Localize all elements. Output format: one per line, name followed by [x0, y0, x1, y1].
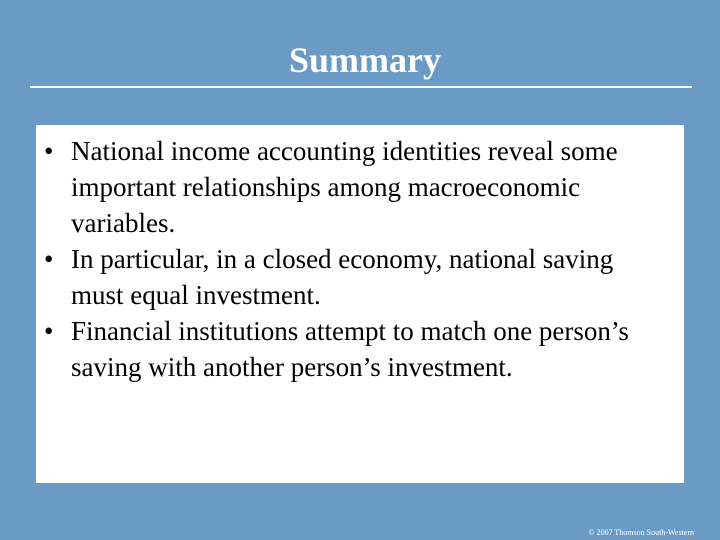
content-box [36, 125, 684, 483]
title-underline [30, 86, 692, 88]
bullet-text: Financial institutions attempt to match one person’s saving with another person’s investment. [71, 316, 629, 382]
bullet-marker: • [44, 136, 54, 166]
list-item [36, 241, 684, 313]
bullet-text: National income accounting identities reveal some important relationships among macroeconomic variables. [71, 136, 618, 238]
list-item [36, 313, 684, 385]
bullet-marker: • [44, 244, 54, 274]
bullet-list [36, 133, 684, 385]
copyright-notice: © 2007 Thomson South-Western [588, 528, 694, 537]
slide-title: Summary [289, 40, 441, 80]
bullet-text: In particular, in a closed economy, national saving must equal investment. [71, 244, 614, 310]
bullet-marker: • [44, 316, 54, 346]
list-item [36, 133, 684, 241]
